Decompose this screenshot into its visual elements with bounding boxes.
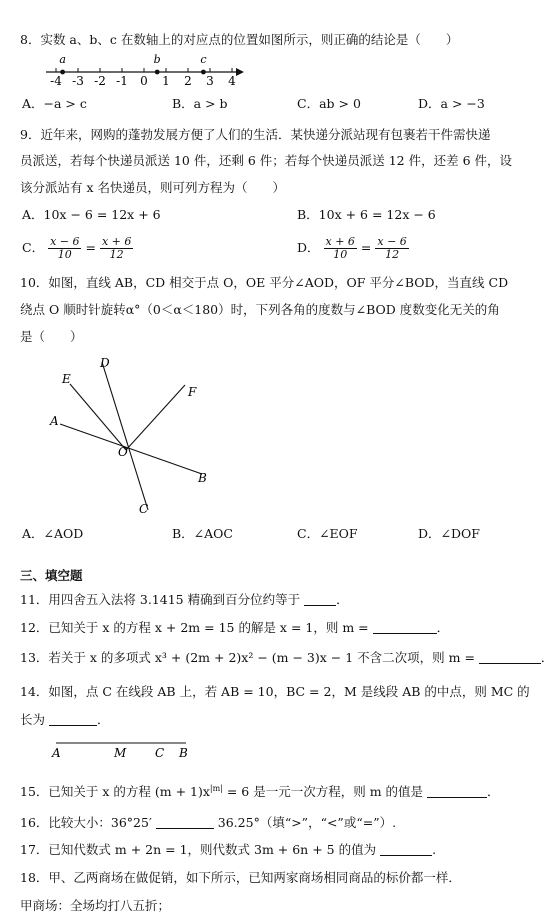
q9-option-c[interactable] — [22, 233, 133, 263]
q12 — [20, 620, 449, 636]
q15-text-post: = 6 是一元一次方程，则 m 的值是 — [222, 784, 424, 800]
q9-option-d-label: D． — [297, 240, 320, 255]
q12-text: 12．已知关于 x 的方程 x + 2m = 15 的解是 x = 1，则 m = — [20, 620, 369, 635]
q9-option-c-right-fraction — [100, 236, 133, 261]
q9-option-d-left-fraction — [324, 236, 357, 261]
q8-option-c[interactable]: C．ab > 0 — [297, 96, 361, 111]
point-label-b: b — [153, 53, 161, 66]
ray-oe — [70, 384, 126, 450]
q15-exponent: |m| — [209, 784, 223, 793]
period: . — [432, 842, 437, 857]
period: ． — [97, 712, 110, 727]
q16-text-post: 36.25°（填“>”，“<”或“=”）. — [217, 815, 397, 830]
period: ． — [540, 650, 553, 665]
q16-answer-blank[interactable] — [156, 816, 214, 829]
ray-of — [126, 385, 185, 450]
q18-line1: 18．甲、乙两商场在做促销，如下所示，已知两家商场相同商品的标价都一样． — [20, 870, 461, 885]
denominator: 10 — [333, 248, 348, 261]
q14-segment-figure — [44, 738, 204, 762]
q15-text-pre: 15．已知关于 x 的方程 (m + 1)x — [20, 784, 210, 800]
point-a — [60, 70, 65, 75]
q10-angle-figure — [40, 352, 230, 524]
q17-text: 17．已知代数式 m + 2n = 1，则代数式 3m + 6n + 5 的值为 — [20, 842, 377, 857]
label-c: C — [155, 746, 165, 760]
axis-tick-label: -2 — [94, 74, 106, 88]
q11-text: 11．用四舍五入法将 3.1415 精确到百分位约等于 — [20, 592, 301, 607]
q9-option-c-left-fraction — [48, 236, 81, 261]
denominator: 12 — [109, 248, 124, 261]
q8-number-line — [40, 52, 250, 92]
q11 — [20, 592, 349, 608]
axis-tick-label: -4 — [50, 74, 62, 88]
equals-sign: = — [85, 240, 96, 255]
axis-tick-label: -1 — [116, 74, 128, 88]
q16 — [20, 815, 396, 831]
q17-answer-blank[interactable] — [380, 843, 432, 856]
q9-line3: 该分派站有 x 名快递员，则可列方程为（ ） — [20, 180, 285, 195]
axis-tick-label: 0 — [140, 74, 148, 88]
line-cd — [102, 362, 148, 510]
q9-line2: 员派送，若每个快递员派送 10 件，还剩 6 件；若每个快递员派送 12 件，还差 6 件，设 — [20, 153, 513, 168]
axis-tick-label: 4 — [228, 74, 236, 88]
label-e: E — [62, 372, 71, 386]
q10-option-a[interactable]: A．∠AOD — [22, 526, 84, 541]
point-b — [155, 70, 160, 75]
period: ． — [336, 592, 349, 607]
label-o: O — [118, 445, 128, 459]
q15 — [20, 781, 500, 800]
q17 — [20, 842, 436, 858]
q9-option-d[interactable] — [297, 233, 409, 263]
q9-option-a[interactable]: A．10x − 6 = 12x + 6 — [22, 207, 161, 222]
q9-line1: 9．近年来，网购的蓬勃发展方便了人们的生活．某快递分派站现有包裹若干件需快递 — [20, 127, 491, 142]
label-f: F — [188, 385, 197, 399]
q10-option-c[interactable]: C．∠EOF — [297, 526, 358, 541]
q12-answer-blank[interactable] — [373, 621, 437, 634]
q13 — [20, 650, 553, 666]
q9-option-c-label: C． — [22, 240, 45, 255]
label-b: B — [179, 746, 188, 760]
numerator: x + 6 — [101, 235, 132, 248]
point-c — [201, 70, 206, 75]
denominator: 12 — [385, 248, 400, 261]
axis-tick-label: -3 — [72, 74, 84, 88]
label-a: A — [50, 414, 59, 428]
numerator: x − 6 — [50, 235, 80, 248]
section-heading: 三、填空题 — [20, 568, 83, 583]
numerator: x − 6 — [377, 235, 407, 248]
q9-option-b[interactable]: B．10x + 6 = 12x − 6 — [297, 207, 436, 222]
label-m: M — [114, 746, 127, 760]
axis-tick-label: 2 — [184, 74, 192, 88]
line-ab — [60, 424, 202, 474]
label-d: D — [100, 356, 110, 370]
period: ． — [436, 620, 450, 635]
q15-answer-blank[interactable] — [427, 785, 487, 798]
axis-tick-label: 1 — [162, 74, 170, 88]
q16-text-pre: 16．比较大小：36°25′ — [20, 815, 152, 830]
q8-option-d[interactable]: D．a > −3 — [418, 96, 485, 111]
label-b: B — [198, 471, 207, 485]
q14-line2 — [20, 712, 110, 728]
period: ． — [487, 784, 500, 800]
q8-option-b[interactable]: B．a > b — [172, 96, 228, 111]
equals-sign: = — [360, 240, 372, 255]
label-a: A — [52, 746, 61, 760]
q14-line1: 14．如图，点 C 在线段 AB 上，若 AB = 10，BC = 2，M 是线段 AB 的中点，则 MC 的 — [20, 684, 530, 699]
numerator: x + 6 — [325, 235, 355, 248]
q14-answer-blank[interactable] — [49, 713, 97, 726]
q10-option-b[interactable]: B．∠AOC — [172, 526, 233, 541]
q13-text: 13．若关于 x 的多项式 x³ + (2m + 2)x² − (m − 3)x − 1 不含二次项，则 m = — [20, 650, 475, 665]
q10-option-d[interactable]: D．∠DOF — [418, 526, 480, 541]
axis-tick-label: 3 — [206, 74, 214, 88]
q13-answer-blank[interactable] — [479, 651, 541, 664]
q8-text: 8．实数 a、b、c 在数轴上的对应点的位置如图所示，则正确的结论是（ ） — [20, 32, 459, 47]
denominator: 10 — [57, 248, 72, 261]
label-c: C — [139, 502, 149, 516]
q10-line1: 10．如图，直线 AB，CD 相交于点 O，OE 平分∠AOD，OF 平分∠BOD，当直线 CD — [20, 275, 509, 290]
point-label-c: c — [200, 53, 207, 66]
q10-line2: 绕点 O 顺时针旋转α°（0＜α＜180）时，下列各角的度数与∠BOD 度数变化无关的角 — [20, 302, 500, 317]
q14-line2-text: 长为 — [20, 712, 46, 727]
q18-line2: 甲商场：全场均打八五折； — [20, 898, 171, 913]
q8-option-a[interactable]: A．−a > c — [22, 96, 87, 111]
q10-line3: 是（ ） — [20, 329, 83, 344]
q11-answer-blank[interactable] — [304, 593, 336, 606]
q9-option-d-right-fraction — [375, 236, 408, 261]
point-label-a: a — [59, 53, 66, 66]
